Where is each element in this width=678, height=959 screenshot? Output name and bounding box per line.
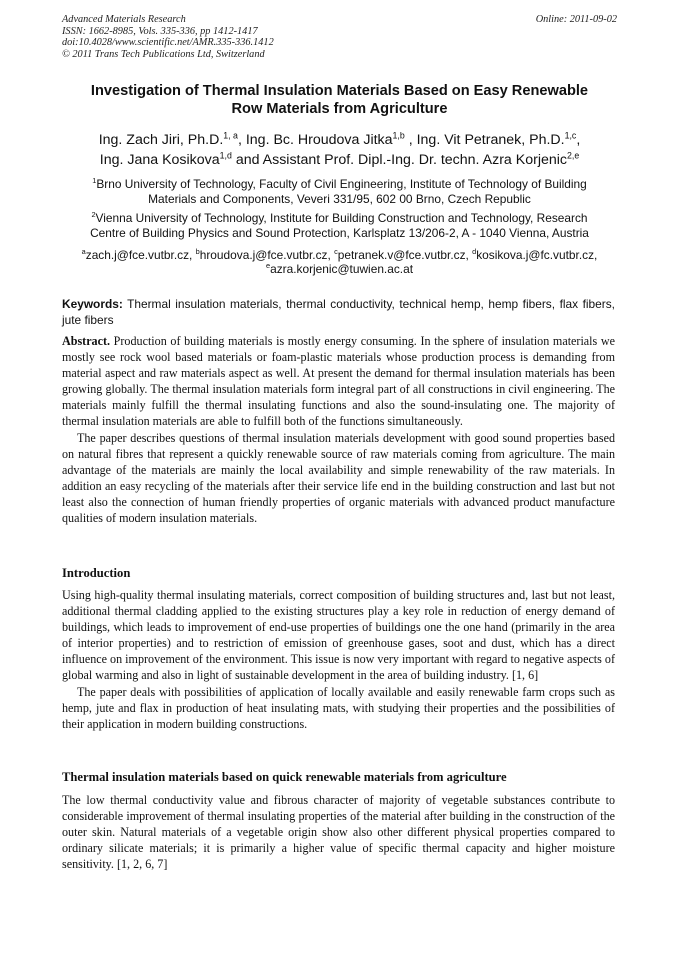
journal-issn: ISSN: 1662-8985, Vols. 335-336, pp 1412-1417 (62, 25, 258, 37)
affiliation-text: Vienna University of Technology, Institute for Building Construction and Technology, Research (95, 211, 588, 225)
author-sup: 1,b (392, 130, 405, 141)
affiliation-line (62, 211, 617, 226)
email-sup: e (265, 261, 271, 271)
email-line-1 (62, 248, 617, 262)
keywords-text: Thermal insulation materials, thermal conductivity, technical hemp, hemp fibers, flax fibers, jute fibers (62, 297, 615, 327)
author-name: Ing. Zach Jiri, Ph.D. (98, 132, 224, 148)
section-heading-thermal-insulation: Thermal insulation materials based on quick renewable materials from agriculture (62, 770, 507, 784)
author-sup: 1,c (564, 130, 577, 141)
email-link[interactable]: petranek.v@fce.vutbr.cz, (337, 248, 473, 262)
email-link[interactable]: kosikova.j@fc.vutbr.cz, (476, 248, 598, 262)
author-sup: 1, a (223, 130, 238, 141)
author-name: , Ing. Vit Petranek, Ph.D. (404, 132, 565, 148)
introduction-body (62, 587, 615, 732)
journal-name: Advanced Materials Research (62, 14, 186, 25)
author-list (62, 130, 617, 170)
abstract-label: Abstract. (62, 334, 111, 348)
paper-title (62, 82, 617, 118)
abstract-paragraph-2: The paper describes questions of thermal insulation materials development with good sound properties based on natural fibres that represent a quickly renewable source of raw materials coming from agriculture. The main advantage of the materials are mainly the local availability and simple renewability of the raw materials. In addition an easy recycling of the materials after their service life end in the building construction and last but not least also the connection of human friendly properties of organic materials with advanced product manufacture qualities of modern insulation materials. (62, 430, 615, 526)
author-line-1 (62, 130, 617, 150)
author-name: , Ing. Bc. Hroudova Jitka (237, 132, 393, 148)
affiliation-line: Centre of Building Physics and Sound Protection, Karlsplatz 13/206-2, A - 1040 Vienna, Austria (90, 226, 589, 240)
email-sup: d (472, 247, 477, 257)
author-emails (62, 248, 617, 276)
email-link[interactable]: zach.j@fce.vutbr.cz, (85, 248, 196, 262)
introduction-paragraph-2: The paper deals with possibilities of application of locally available and easily renewable farm crops such as hemp, jute and flax in production of heat insulating mats, with studying their properties and the possibilities of their application in modern building constructions. (62, 684, 615, 731)
online-date: Online: 2011-09-02 (535, 14, 617, 25)
journal-doi: doi:10.4028/www.scientific.net/AMR.335-336.1412 (62, 37, 274, 49)
affiliation-2 (62, 211, 617, 241)
title-line-1: Investigation of Thermal Insulation Materials Based on Easy Renewable (90, 83, 589, 99)
section-2-paragraph-1: The low thermal conductivity value and fibrous character of majority of vegetable substances contribute to considerable improvement of thermal insulating properties of the material after building in the construction of the outer skin. Natural materials of a vegetable origin show also other different physical properties compared to ordinary silicate materials; it is primarily a higher value of specific thermal capacity and higher moisture sensitivity. [1, 2, 6, 7] (62, 793, 615, 872)
author-name: Ing. Jana Kosikova (99, 152, 220, 168)
author-sup: 1,d (219, 150, 232, 161)
section-heading-introduction: Introduction (62, 566, 131, 580)
email-sup: b (195, 247, 200, 257)
email-line-2 (62, 262, 617, 276)
journal-header (62, 14, 617, 60)
abstract-paragraph-1 (62, 333, 615, 430)
abstract-text: Production of building materials is mostly energy consuming. In the sphere of insulation materials we mostly see rock wool based materials or foam-plastic materials whose production process is demanding from material aspect and raw materials aspect as well. At present the demand for thermal insulation materials has been growing globally. The thermal insulation materials form integral part of all constructions in civil engineering. The materials mainly fulfill the thermal insulating functions and also the sound-insulating one. The majority of thermal insulation materials are able to fulfill both of the functions simultaneously. (62, 334, 615, 429)
keywords (62, 297, 615, 328)
journal-copyright: © 2011 Trans Tech Publications Ltd, Switzerland (62, 48, 265, 60)
author-name: and Assistant Prof. Dipl.-Ing. Dr. techn. Azra Korjenic (231, 152, 568, 168)
author-sup: 2,e (567, 150, 580, 161)
affiliation-sup: 1 (92, 176, 97, 186)
email-link[interactable]: azra.korjenic@tuwien.ac.at (270, 262, 414, 276)
section-2-body (62, 792, 615, 872)
title-line-2: Row Materials from Agriculture (231, 101, 448, 117)
affiliation-line (62, 177, 617, 192)
keywords-label: Keywords: (62, 297, 123, 311)
abstract (62, 333, 615, 526)
affiliation-text: Brno University of Technology, Faculty of Civil Engineering, Institute of Technology of Building (96, 177, 587, 191)
email-sup: c (334, 247, 338, 257)
email-sup: a (81, 247, 86, 257)
author-line-2 (62, 150, 617, 170)
affiliation-line: Materials and Components, Veveri 331/95, 602 00 Brno, Czech Republic (148, 192, 531, 206)
affiliation-1 (62, 177, 617, 207)
affiliation-sup: 2 (91, 210, 96, 220)
email-link[interactable]: hroudova.j@fce.vutbr.cz, (199, 248, 335, 262)
introduction-paragraph-1: Using high-quality thermal insulating materials, correct composition of building structures and, last but not least, additional thermal cladding applied to the existing structures play a key role in reduction of energy demand of buildings, which leads to improvement of end-use properties of buildings one the one hand (primarily in the area of interior properties) and to restriction of emission of greenhouse gases, soot and dust, which has a direct influence on improvement of the environment. This issue is now very important with regard to negative aspects of global warming and also in light of sustainable development in the area of building industry. [1, 6] (62, 588, 615, 683)
author-separator: , (576, 132, 581, 148)
